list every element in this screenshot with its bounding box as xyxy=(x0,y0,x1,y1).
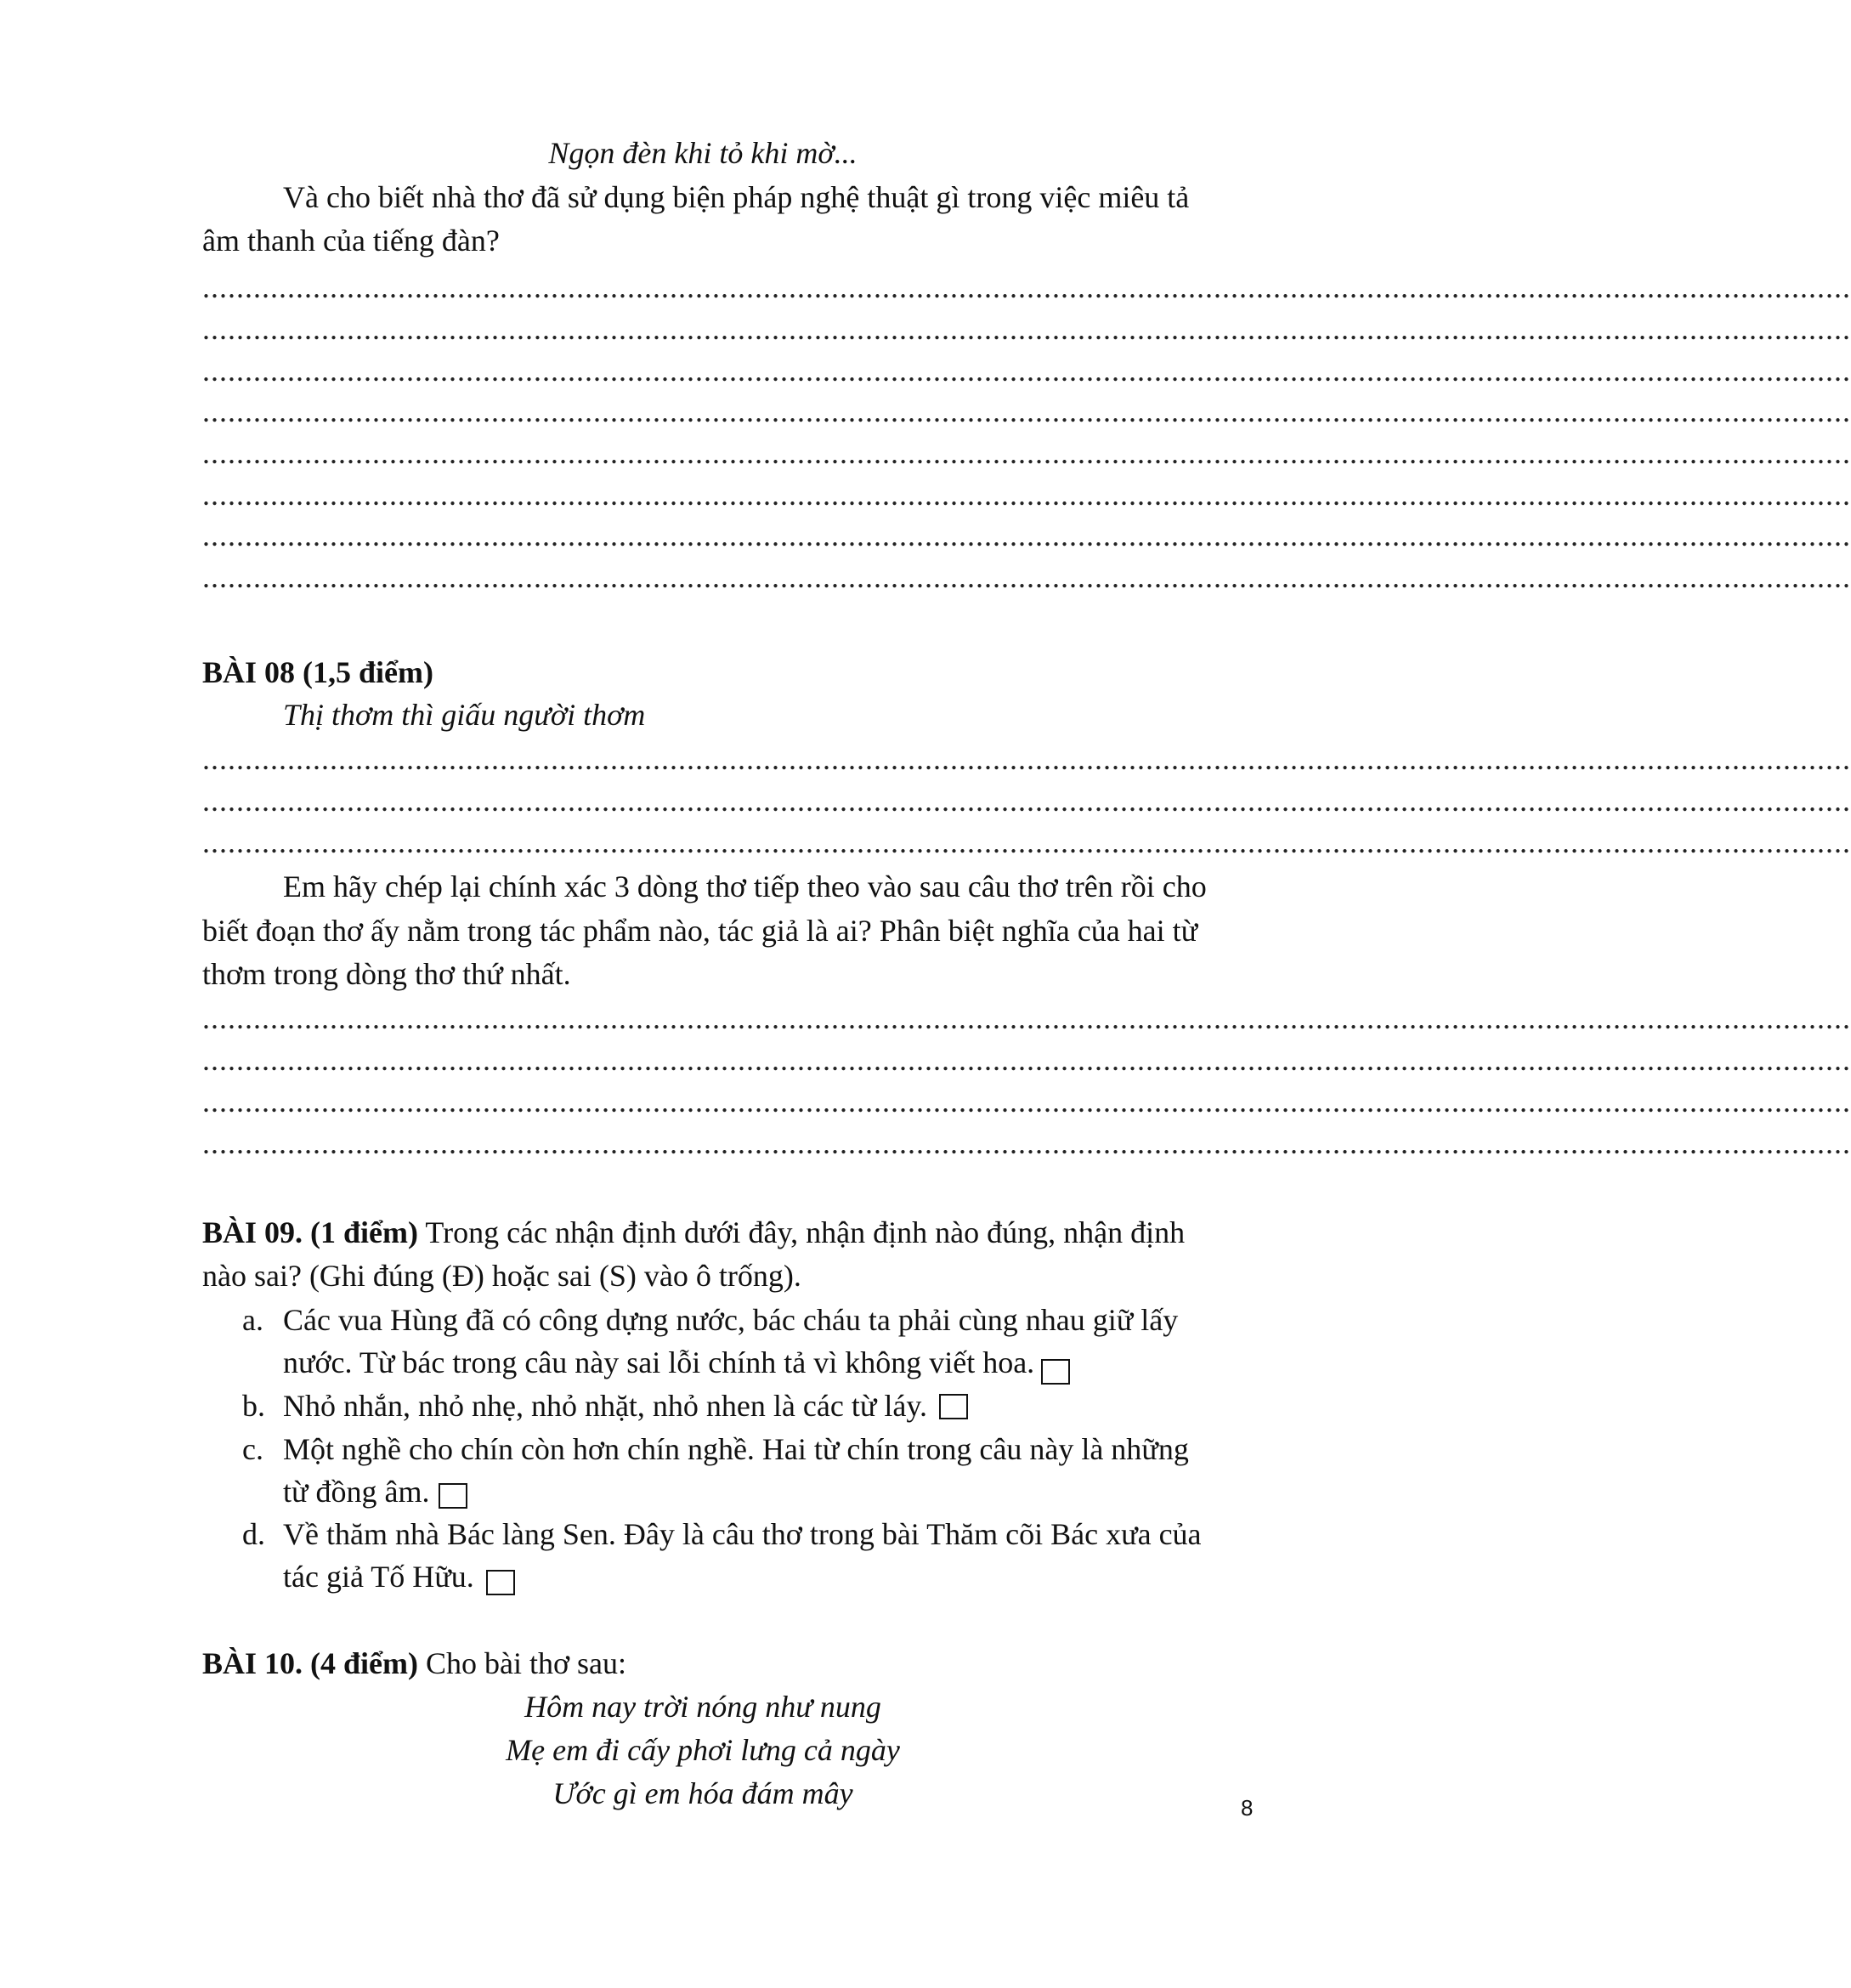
bai10-intro-text: Cho bài thơ sau: xyxy=(418,1646,627,1680)
statement-b-text: Nhỏ nhắn, nhỏ nhẹ, nhỏ nhặt, nhỏ nhen là các từ láy. xyxy=(283,1389,927,1423)
answer-checkbox-c[interactable] xyxy=(439,1483,467,1509)
answer-line[interactable]: .................................................................................................................................................................................................. xyxy=(202,436,1851,470)
answer-line[interactable]: .................................................................................................................................................................................................. xyxy=(202,560,1851,594)
answer-line[interactable]: .................................................................................................................................................................................................. xyxy=(202,825,1851,859)
answer-line[interactable]: .................................................................................................................................................................................................. xyxy=(202,742,1851,776)
poem-end-line: Ngọn đèn khi tỏ khi mờ... xyxy=(548,136,858,170)
bai08-question-line: Em hãy chép lại chính xác 3 dòng thơ tiếp theo vào sau câu thơ trên rồi cho xyxy=(283,869,1207,903)
statement-c-text: từ đồng âm. xyxy=(283,1475,430,1509)
question-text-line: âm thanh của tiếng đàn? xyxy=(202,224,500,258)
statement-a-line xyxy=(283,1341,1070,1385)
answer-line[interactable]: .................................................................................................................................................................................................. xyxy=(202,270,1851,304)
answer-checkbox-b[interactable] xyxy=(939,1394,968,1419)
answer-line[interactable]: .................................................................................................................................................................................................. xyxy=(202,1085,1851,1119)
poem-verse: Ước gì em hóa đám mây xyxy=(552,1776,853,1810)
statement-b-line xyxy=(283,1385,968,1427)
poem-verse: Hôm nay trời nóng như nung xyxy=(524,1690,881,1724)
answer-line[interactable]: .................................................................................................................................................................................................. xyxy=(202,354,1851,388)
answer-line[interactable]: .................................................................................................................................................................................................. xyxy=(202,1001,1851,1035)
bai09-intro-line xyxy=(202,1211,1185,1254)
statement-c-line: Một nghề cho chín còn hơn chín nghề. Hai từ chín trong câu này là những xyxy=(283,1432,1189,1466)
item-marker: a. xyxy=(242,1303,263,1337)
bai08-question-line: biết đoạn thơ ấy nằm trong tác phẩm nào, tác giả là ai? Phân biệt nghĩa của hai từ xyxy=(202,914,1198,948)
answer-line[interactable]: .................................................................................................................................................................................................. xyxy=(202,1126,1851,1160)
statement-d-line: Về thăm nhà Bác làng Sen. Đây là câu thơ trong bài Thăm cõi Bác xưa của xyxy=(283,1517,1202,1551)
answer-checkbox-a[interactable] xyxy=(1041,1359,1070,1385)
bai10-title: BÀI 10. (4 điểm) xyxy=(202,1646,418,1680)
bai09-intro-line: nào sai? (Ghi đúng (Đ) hoặc sai (S) vào ô trống). xyxy=(202,1259,801,1293)
statement-d-line xyxy=(283,1555,515,1598)
bai10-intro-line xyxy=(202,1642,626,1685)
bai08-question-line: thơm trong dòng thơ thứ nhất. xyxy=(202,957,571,991)
statement-a-text: nước. Từ bác trong câu này sai lỗi chính tả vì không viết hoa. xyxy=(283,1345,1035,1379)
answer-line[interactable]: .................................................................................................................................................................................................. xyxy=(202,1043,1851,1077)
bai09-title: BÀI 09. (1 điểm) xyxy=(202,1215,418,1249)
item-marker: b. xyxy=(242,1389,265,1423)
item-marker: c. xyxy=(242,1432,263,1466)
answer-line[interactable]: .................................................................................................................................................................................................. xyxy=(202,478,1851,512)
statement-a-line: Các vua Hùng đã có công dựng nước, bác cháu ta phải cùng nhau giữ lấy xyxy=(283,1303,1179,1337)
answer-line[interactable]: .................................................................................................................................................................................................. xyxy=(202,312,1851,346)
answer-checkbox-d[interactable] xyxy=(486,1570,515,1595)
page-number: 8 xyxy=(1241,1795,1254,1821)
statement-c-line xyxy=(283,1470,467,1513)
answer-line[interactable]: .................................................................................................................................................................................................. xyxy=(202,394,1851,428)
question-text-line: Và cho biết nhà thơ đã sử dụng biện pháp nghệ thuật gì trong việc miêu tả xyxy=(283,180,1190,214)
item-marker: d. xyxy=(242,1517,265,1551)
statement-d-text: tác giả Tố Hữu. xyxy=(283,1560,474,1594)
bai08-verse: Thị thơm thì giấu người thơm xyxy=(283,698,646,732)
bai09-intro-text: Trong các nhận định dưới đây, nhận định nào đúng, nhận định xyxy=(418,1215,1186,1249)
answer-line[interactable]: .................................................................................................................................................................................................. xyxy=(202,518,1851,552)
poem-verse: Mẹ em đi cấy phơi lưng cả ngày xyxy=(506,1733,900,1767)
answer-line[interactable]: .................................................................................................................................................................................................. xyxy=(202,784,1851,818)
bai08-title: BÀI 08 (1,5 điểm) xyxy=(202,655,433,689)
